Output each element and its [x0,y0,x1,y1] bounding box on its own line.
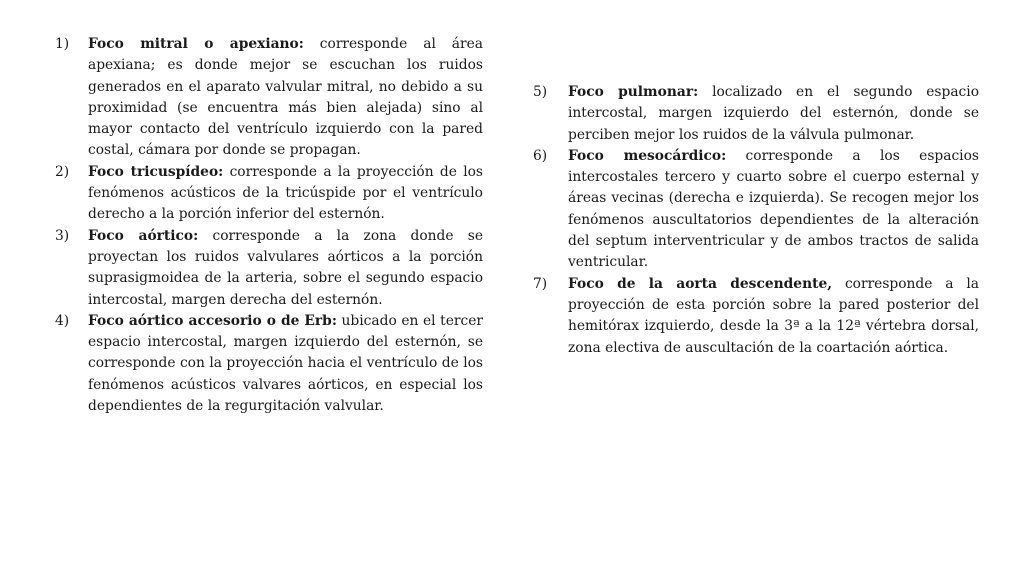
item-number: 2) [55,163,70,180]
item-number: 3) [55,227,70,244]
item-number: 5) [533,84,548,100]
left-column-list [55,34,483,417]
item-term: Foco mitral o apexiano: [88,36,304,52]
item-number: 7) [533,275,548,292]
item-term: Foco tricuspídeo: [88,163,224,180]
item-term: Foco mesocárdico: [568,147,727,164]
item-term: Foco pulmonar: [568,84,699,100]
item-number: 4) [55,312,70,329]
list-item-7 [533,274,979,359]
right-column-list [533,82,979,359]
item-text: corresponde a los espacios intercostales tercero y cuarto sobre el cuerpo esternal y áreas vecinas (derecha e izquierda). Se recogen mejor los fenómenos auscultatorios dependientes de la alteración del septum interventricular y de ambos tractos de salida ventricular. [568,147,979,271]
list-item-1 [55,34,483,162]
item-term: Foco de la aorta descendente, [568,275,833,292]
item-text: localizado en el segundo espacio intercostal, margen izquierdo del esternón, donde se perciben mejor los ruidos de la válvula pulmonar. [568,84,980,143]
list-item-2 [55,162,483,226]
list-item-4 [55,311,483,417]
item-text: corresponde a la zona donde se proyectan los ruidos valvulares aórticos a la porción suprasigmoidea de la arteria, sobre el segundo espacio intercostal, margen derecha del esternón. [88,227,483,308]
item-term: Foco aórtico accesorio o de Erb: [88,312,337,329]
item-text: corresponde a la proyección de los fenómenos acústicos de la tricúspide por el ventrículo derecho a la porción inferior del esternón. [88,163,483,223]
item-number: 1) [55,36,70,52]
list-item-5 [533,82,979,146]
list-item-3 [55,226,483,311]
item-text: corresponde al área apexiana; es donde mejor se escuchan los ruidos generados en el aparato valvular mitral, no debido a su proximidad (se encuentra más bien alejada) sino al mayor contacto del ventrículo izquierdo con la pared costal, cámara por donde se propagan. [88,36,483,159]
item-text: corresponde a la proyección de esta porción sobre la pared posterior del hemitórax izquierdo, desde la 3ª a la 12ª vértebra dorsal, zona electiva de auscultación de la coartación aórtica. [568,275,979,356]
item-text: ubicado en el tercer espacio intercostal, margen izquierdo del esternón, se corresponde con la proyección hacia el ventrículo de los fenómenos acústicos valvares aórticos, en especial los dependientes de la regurgitación valvular. [88,312,483,415]
item-number: 6) [533,147,548,164]
list-item-6 [533,146,979,274]
item-term: Foco aórtico: [88,227,199,244]
